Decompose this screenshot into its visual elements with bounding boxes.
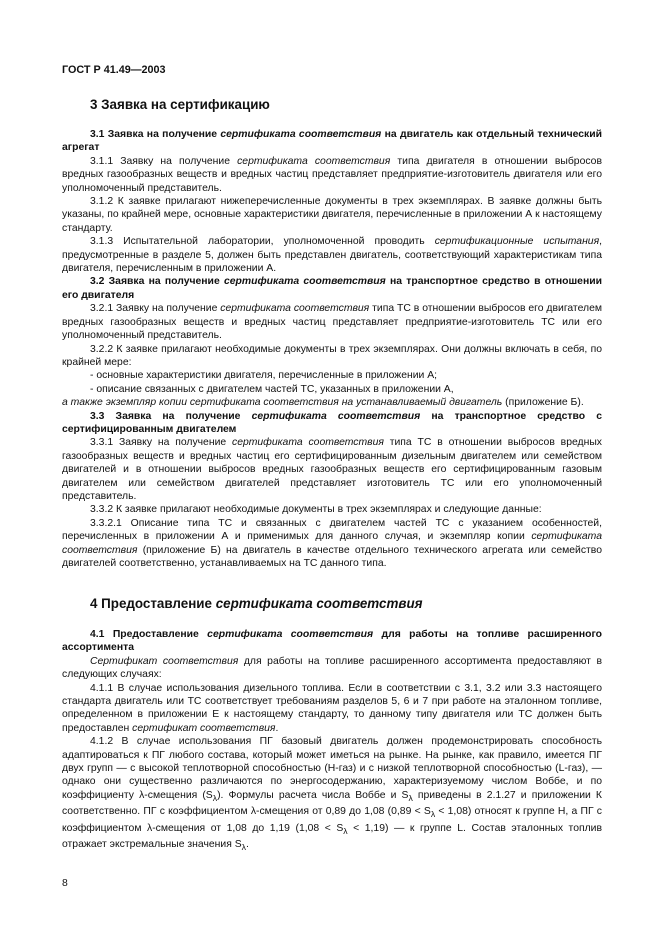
section-4-title: 4 Предоставление сертификата соответствия — [90, 596, 423, 611]
paragraph-3-1-1: 3.1.1 Заявку на получение сертификата соответствия типа двигателя в отношении выбросов вредных газообразных веществ и вредных частиц представляет предприятие-изготовитель двигателя или его уполномоченный представитель. — [62, 155, 602, 194]
section-3-body — [62, 128, 602, 570]
section-4 — [62, 596, 602, 612]
paragraph-3-3-2-1: 3.3.2.1 Описание типа ТС и связанных с двигателем частей ТС с указанием особенностей, перечисленных в приложении А и применимых для данного случая, и экземпляр копии сертификата соответствия (приложение Б) на двигатель в качестве отдельного технического агрегата или семейство двигателей соответственно, устанавливаемых на ТС данного типа. — [62, 517, 602, 569]
document-header: ГОСТ Р 41.49—2003 — [62, 64, 166, 76]
subsection-4-1-title: 4.1 Предоставление сертификата соответствия для работы на топливе расширенного ассортимента — [62, 629, 603, 654]
paragraph-3-1-2: 3.1.2 К заявке прилагают нижеперечисленные документы в трех экземплярах. В заявке должны быть указаны, по крайней мере, основные характеристики двигателя, перечисленные в приложении А к настоящему стандарту. — [62, 196, 602, 234]
paragraph-3-3-2: 3.3.2 К заявке прилагают необходимые документы в трех экземплярах и следующие данные: — [90, 504, 542, 516]
paragraph-3-2-1: 3.2.1 Заявку на получение сертификата соответствия типа ТС в отношении выбросов его двигателем вредных газообразных веществ и вредных частиц представляет предприятие-изготовитель ТС или его уполномоченный представитель. — [62, 303, 602, 342]
list-item: - основные характеристики двигателя, перечисленные в приложении А; — [90, 370, 438, 382]
subsection-3-2-title: 3.2 Заявка на получение сертификата соответствия на транспортное средство в отношении его двигателя — [62, 276, 603, 301]
section-4-body — [62, 628, 602, 855]
list-item: - описание связанных с двигателем частей ТС, указанных в приложении А, — [90, 383, 454, 395]
paragraph-4-1-1: 4.1.1 В случае использования дизельного топлива. Если в соответствии с 3.1, 3.2 или 3.3 настоящего стандарта двигатель или ТС соответствует требованиям разделов 5, 6 и 7 при работе на эталонном топливе, определенном в приложении Е к настоящему стандарту, то данному типу двигателя или ТС должен быть предоставлен сертификат соответствия. — [62, 682, 602, 734]
paragraph-3-2-2-tail: а также экземпляр копии сертификата соответствия на устанавливаемый двигатель (приложение Б). — [62, 397, 584, 409]
page-number: 8 — [62, 878, 68, 889]
paragraph-4-1: Сертификат соответствия для работы на топливе расширенного ассортимента предоставляют в следующих случаях: — [62, 655, 603, 681]
section-3-title: 3 Заявка на сертификацию — [90, 97, 270, 112]
paragraph-3-2-2: 3.2.2 К заявке прилагают необходимые документы в трех экземплярах. Они должны включать в себя, по крайней мере: — [62, 343, 602, 368]
subsection-3-1-title: 3.1 Заявка на получение сертификата соответствия на двигатель как отдельный технический агрегат — [62, 129, 603, 154]
paragraph-4-1-2: 4.1.2 В случае использования ПГ базовый двигатель должен продемонстрировать способность адаптироваться к ПГ любого состава, который может иметься на рынке. На рынке, как правило, имеется ПГ двух групп — с высокой теплотворной способностью (Н-газ) и с низкой теплотворной способностью (L-газ), — однако они существенно различаются по энергосодержанию, характеризуемому числом Воббе, и по коэффициенту λ-смещения $(S_\lambda)$. Формулы расчета числа Воббе и $S_\lambda$ приведены в 2.1.27 и приложении К соответственно. ПГ с коэффициентом λ-смещения от 0,89 до 1,08 $(0,89 < S_\lambda < 1,08)$ относят к группе Н, а ПГ с коэффициентом λ-смещения от 1,08 до 1,19 $(1,08 < S_\lambda < 1,19)$ — к группе L. Состав эталонных топлив отражает экстремальные значения $S_\lambda$. — [62, 736, 602, 853]
paragraph-3-3-1: 3.3.1 Заявку на получение сертификата соответствия типа ТС в отношении выбросов вредных газообразных веществ и вредных частиц его сертифицированным дизельным двигателем или семейством двигателей и в отношении выбросов вредных газообразных веществ его сертифицированным газовым двигателем или семейством двигателей представляет изготовитель ТС или его уполномоченный представитель. — [62, 437, 602, 502]
section-3 — [62, 97, 602, 113]
subsection-3-3-title: 3.3 Заявка на получение сертификата соответствия на транспортное средство с сертифицированным двигателем — [62, 410, 603, 435]
paragraph-3-1-3: 3.1.3 Испытательной лаборатории, уполномоченной проводить сертификационные испытания, предусмотренные в разделе 5, должен быть представлен двигатель, соответствующий характеристикам типа двигателя, перечисленным в приложении А. — [62, 236, 603, 275]
